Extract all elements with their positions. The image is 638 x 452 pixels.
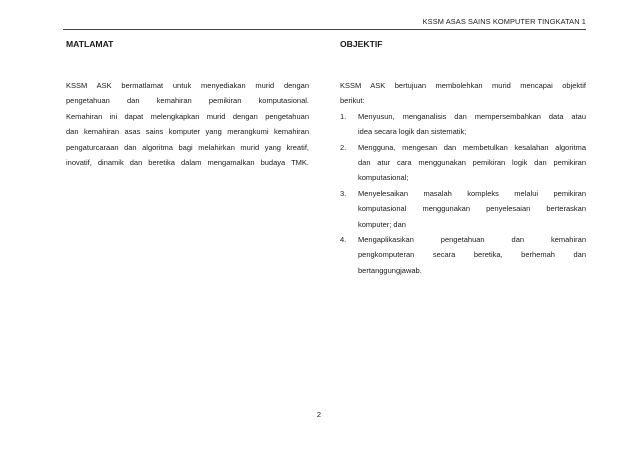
matlamat-column — [66, 38, 309, 170]
objective-number: 1. — [340, 111, 347, 121]
paragraph-line: pengaturcaraan dan algoritma bagi melahirkan murid yang kreatif, — [66, 142, 309, 152]
objective-line: idea secara logik dan sistematik; — [358, 127, 467, 137]
objective-item — [340, 232, 586, 278]
objective-line: pengkomputeran secara beretika, berhemah dan — [358, 250, 586, 260]
objective-item — [340, 186, 586, 232]
objective-line: bertanggungjawab. — [358, 265, 422, 275]
paragraph-line: Kemahiran ini dapat melengkapkan murid dengan pengetahuan — [66, 111, 309, 121]
objektif-body — [340, 78, 586, 278]
objective-number: 3. — [340, 188, 347, 198]
matlamat-paragraph — [66, 78, 309, 170]
paragraph-line: pengetahuan dan kemahiran pemikiran komputasional. — [66, 96, 309, 106]
objective-line: komputasional menggunakan penyelesaian berteraskan — [358, 204, 586, 214]
objektif-heading: OBJEKTIF — [340, 39, 383, 49]
objective-line: Menyelesaikan masalah kompleks melalui pemikiran — [358, 188, 586, 198]
objektif-column — [340, 38, 586, 278]
objective-item — [340, 109, 586, 140]
paragraph-line: inovatif, dinamik dan beretika dalam mengamalkan budaya TMK. — [66, 158, 309, 168]
page-number: 2 — [316, 410, 322, 419]
objective-line: Menyusun, menganalisis dan mempersembahkan data atau — [358, 111, 586, 121]
header-rule — [63, 29, 586, 30]
intro-line: KSSM ASK bertujuan membolehkan murid mencapai objektif — [340, 81, 586, 90]
objective-line: dan atur cara menggunakan pemikiran logik dan pemikiran — [358, 158, 586, 168]
objective-number: 4. — [340, 235, 347, 245]
paragraph-line: dan kemahiran asas sains komputer yang merangkumi kemahiran — [66, 127, 309, 137]
running-header: KSSM ASAS SAINS KOMPUTER TINGKATAN 1 — [422, 17, 586, 26]
matlamat-heading: MATLAMAT — [66, 39, 114, 49]
intro-line: berikut: — [340, 96, 365, 106]
objective-item — [340, 140, 586, 186]
objective-line: komputer; dan — [358, 219, 406, 229]
objective-line: Mengaplikasikan pengetahuan dan kemahiran — [358, 235, 586, 245]
objective-line: komputasional; — [358, 173, 409, 183]
objective-line: Mengguna, mengesan dan membetulkan kesalahan algoritma — [358, 142, 586, 152]
objective-list — [340, 109, 586, 278]
objective-number: 2. — [340, 142, 347, 152]
paragraph-line: KSSM ASK bermatlamat untuk menyediakan murid dengan — [66, 81, 309, 90]
